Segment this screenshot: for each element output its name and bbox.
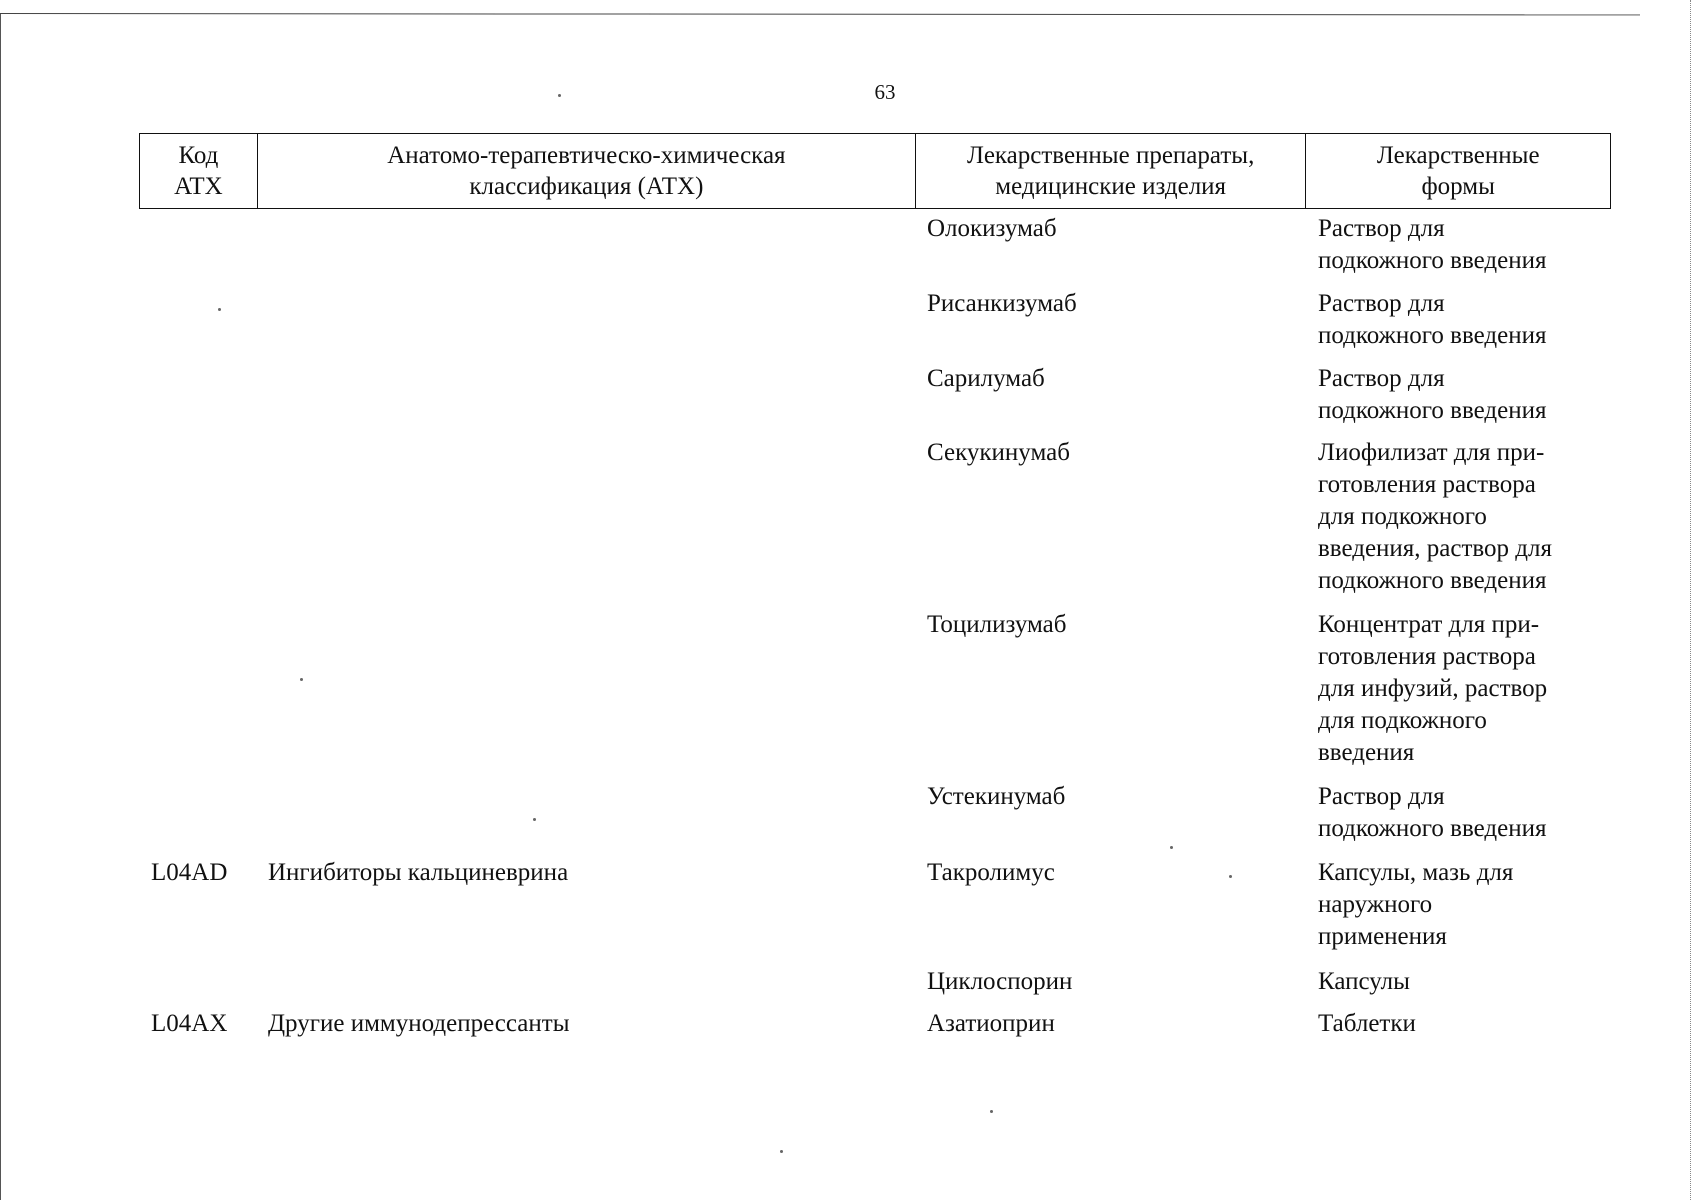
header-drugs-label: Лекарственные препараты, медицинские изделия (967, 142, 1255, 200)
table-header (139, 133, 1611, 209)
scan-speck (533, 818, 536, 821)
drug-name: Секукинумаб (927, 439, 1070, 466)
drug-name: Циклоспорин (927, 968, 1073, 995)
header-classification-cell (258, 134, 916, 208)
drug-name: Олокизумаб (927, 215, 1057, 242)
drug-name: Такролимус (927, 859, 1055, 886)
drug-name: Азатиоприн (927, 1010, 1055, 1037)
scan-right-edge (1690, 0, 1691, 1200)
header-code-cell (140, 134, 258, 208)
atc-classification: Другие иммунодепрессанты (268, 1010, 570, 1037)
atc-classification: Ингибиторы кальциневрина (268, 859, 569, 886)
drug-name: Рисанкизумаб (927, 290, 1077, 317)
dosage-form: Капсулы (1318, 968, 1410, 995)
scan-speck (780, 1150, 783, 1153)
header-forms-cell (1306, 134, 1610, 208)
header-drugs-cell (916, 134, 1306, 208)
dosage-form: Раствор для подкожного введения (1318, 290, 1547, 349)
scan-speck (1170, 846, 1173, 849)
scan-speck (218, 308, 221, 311)
scan-speck (558, 94, 561, 97)
scan-speck (990, 1110, 993, 1113)
drug-name: Устекинумаб (927, 783, 1066, 810)
drug-name: Тоцилизумаб (927, 611, 1067, 638)
dosage-form: Капсулы, мазь для наружного применения (1318, 859, 1514, 950)
dosage-form: Раствор для подкожного введения (1318, 215, 1547, 274)
atc-code: L04AX (151, 1010, 228, 1037)
dosage-form: Раствор для подкожного введения (1318, 365, 1547, 424)
atc-code: L04AD (151, 859, 228, 886)
header-forms-label: Лекарственные формы (1376, 142, 1540, 200)
scan-speck (300, 678, 303, 681)
scan-speck (1229, 875, 1232, 878)
header-code-label: Код ATX (174, 142, 223, 200)
dosage-form: Лиофилизат для при- готовления раствора для подкожного введения, раствор для подкожного введения (1318, 439, 1552, 594)
dosage-form: Таблетки (1318, 1010, 1416, 1037)
drug-name: Сарилумаб (927, 365, 1045, 392)
page-number: 63 (874, 80, 896, 104)
dosage-form: Раствор для подкожного введения (1318, 783, 1547, 842)
header-classification-label: Анатомо-терапевтическо-химическая классификация (АТХ) (387, 142, 786, 200)
scan-top-edge (0, 13, 1640, 15)
scan-left-edge (0, 14, 1, 1200)
dosage-form: Концентрат для при- готовления раствора для инфузий, раствор для подкожного введения (1318, 611, 1548, 766)
